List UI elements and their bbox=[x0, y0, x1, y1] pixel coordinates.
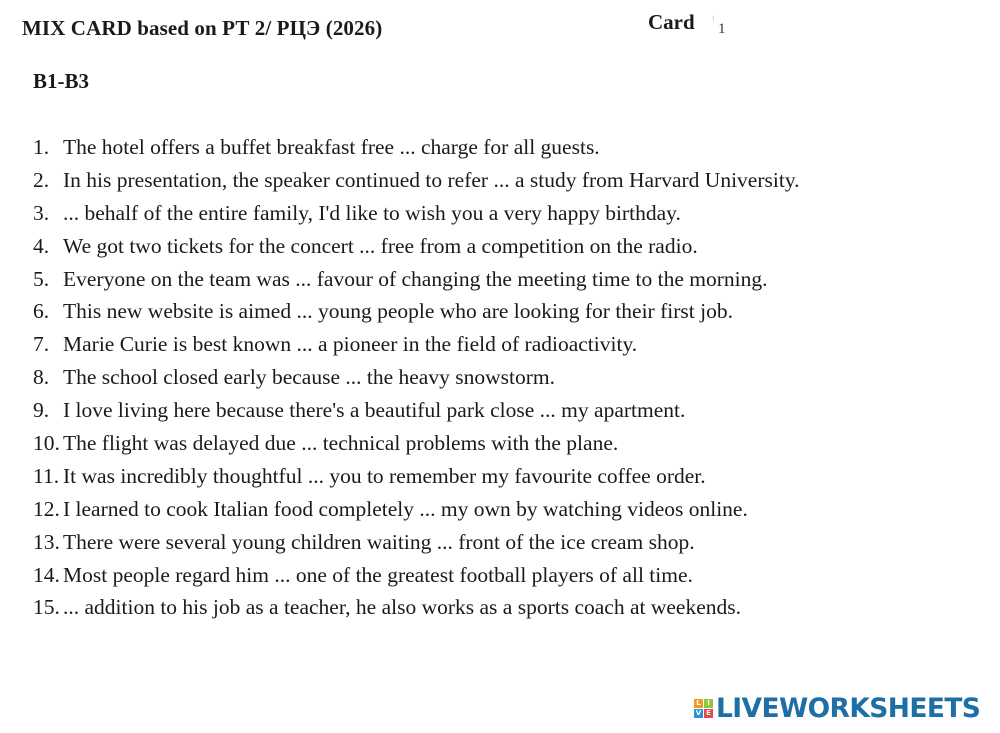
card-number: 1 bbox=[718, 21, 726, 37]
question-text: I love living here because there's a beautiful park close ... my apartment. bbox=[63, 398, 686, 423]
question-item bbox=[0, 296, 1000, 329]
liveworksheets-logo bbox=[694, 692, 980, 724]
question-number: 1. bbox=[33, 135, 50, 159]
question-text: We got two tickets for the concert ... free from a competition on the radio. bbox=[63, 233, 698, 258]
liveworksheets-logo-icon bbox=[694, 699, 713, 718]
question-item bbox=[0, 362, 1000, 395]
question-text: It was incredibly thoughtful ... you to remember my favourite coffee order. bbox=[63, 463, 706, 488]
question-item bbox=[0, 560, 1000, 593]
question-number: 2. bbox=[33, 167, 50, 192]
question-list bbox=[0, 132, 1000, 625]
question-item bbox=[0, 165, 1000, 198]
question-text: This new website is aimed ... young people who are looking for their first job. bbox=[63, 299, 733, 324]
question-text: Everyone on the team was ... favour of changing the meeting time to the morning. bbox=[63, 266, 768, 291]
question-text: ... addition to his job as a teacher, he also works as a sports coach at weekends. bbox=[63, 595, 741, 620]
question-text: Most people regard him ... one of the greatest football players of all time. bbox=[63, 562, 693, 587]
question-item bbox=[0, 198, 1000, 231]
question-number: 15. bbox=[33, 595, 60, 620]
question-text: The flight was delayed due ... technical problems with the plane. bbox=[63, 431, 619, 456]
question-item bbox=[0, 592, 1000, 625]
question-item bbox=[0, 132, 1000, 165]
card-dots-mark: ⁝ bbox=[712, 14, 715, 23]
question-number: 11. bbox=[33, 463, 60, 488]
question-text: There were several young children waiting ... front of the ice cream shop. bbox=[63, 529, 695, 554]
card-label: Card bbox=[648, 10, 695, 34]
question-number: 9. bbox=[33, 398, 50, 423]
question-item bbox=[0, 428, 1000, 461]
question-number: 4. bbox=[33, 233, 50, 258]
worksheet-title: MIX CARD based on РТ 2/ РЦЭ (2026) bbox=[22, 16, 383, 40]
logo-icon-tile: L bbox=[694, 699, 703, 708]
question-number: 3. bbox=[33, 200, 50, 225]
question-item bbox=[0, 329, 1000, 362]
question-number: 14. bbox=[33, 562, 60, 587]
logo-icon-tile: I bbox=[704, 699, 713, 708]
section-label: B1-B3 bbox=[33, 69, 90, 93]
question-text: I learned to cook Italian food completely ... my own by watching videos online. bbox=[63, 496, 748, 521]
question-number: 6. bbox=[33, 299, 50, 324]
question-text: The hotel offers a buffet breakfast free ... charge for all guests. bbox=[63, 135, 600, 159]
question-item bbox=[0, 527, 1000, 560]
question-text: In his presentation, the speaker continued to refer ... a study from Harvard University. bbox=[63, 167, 800, 192]
logo-icon-tile: E bbox=[704, 709, 713, 718]
logo-text: LIVEWORKSHEETS bbox=[716, 692, 981, 724]
question-number: 5. bbox=[33, 266, 50, 291]
question-item bbox=[0, 494, 1000, 527]
question-item bbox=[0, 264, 1000, 297]
question-text: ... behalf of the entire family, I'd like to wish you a very happy birthday. bbox=[63, 200, 681, 225]
question-number: 7. bbox=[33, 332, 50, 357]
question-number: 8. bbox=[33, 365, 50, 390]
question-item bbox=[0, 395, 1000, 428]
question-text: Marie Curie is best known ... a pioneer in the field of radioactivity. bbox=[63, 332, 638, 357]
question-text: The school closed early because ... the heavy snowstorm. bbox=[63, 365, 555, 390]
logo-icon-tile: V bbox=[695, 708, 702, 717]
question-number: 10. bbox=[33, 431, 60, 456]
question-number: 13. bbox=[33, 529, 60, 554]
question-number: 12. bbox=[33, 496, 60, 521]
question-item bbox=[0, 461, 1000, 494]
question-item bbox=[0, 231, 1000, 264]
